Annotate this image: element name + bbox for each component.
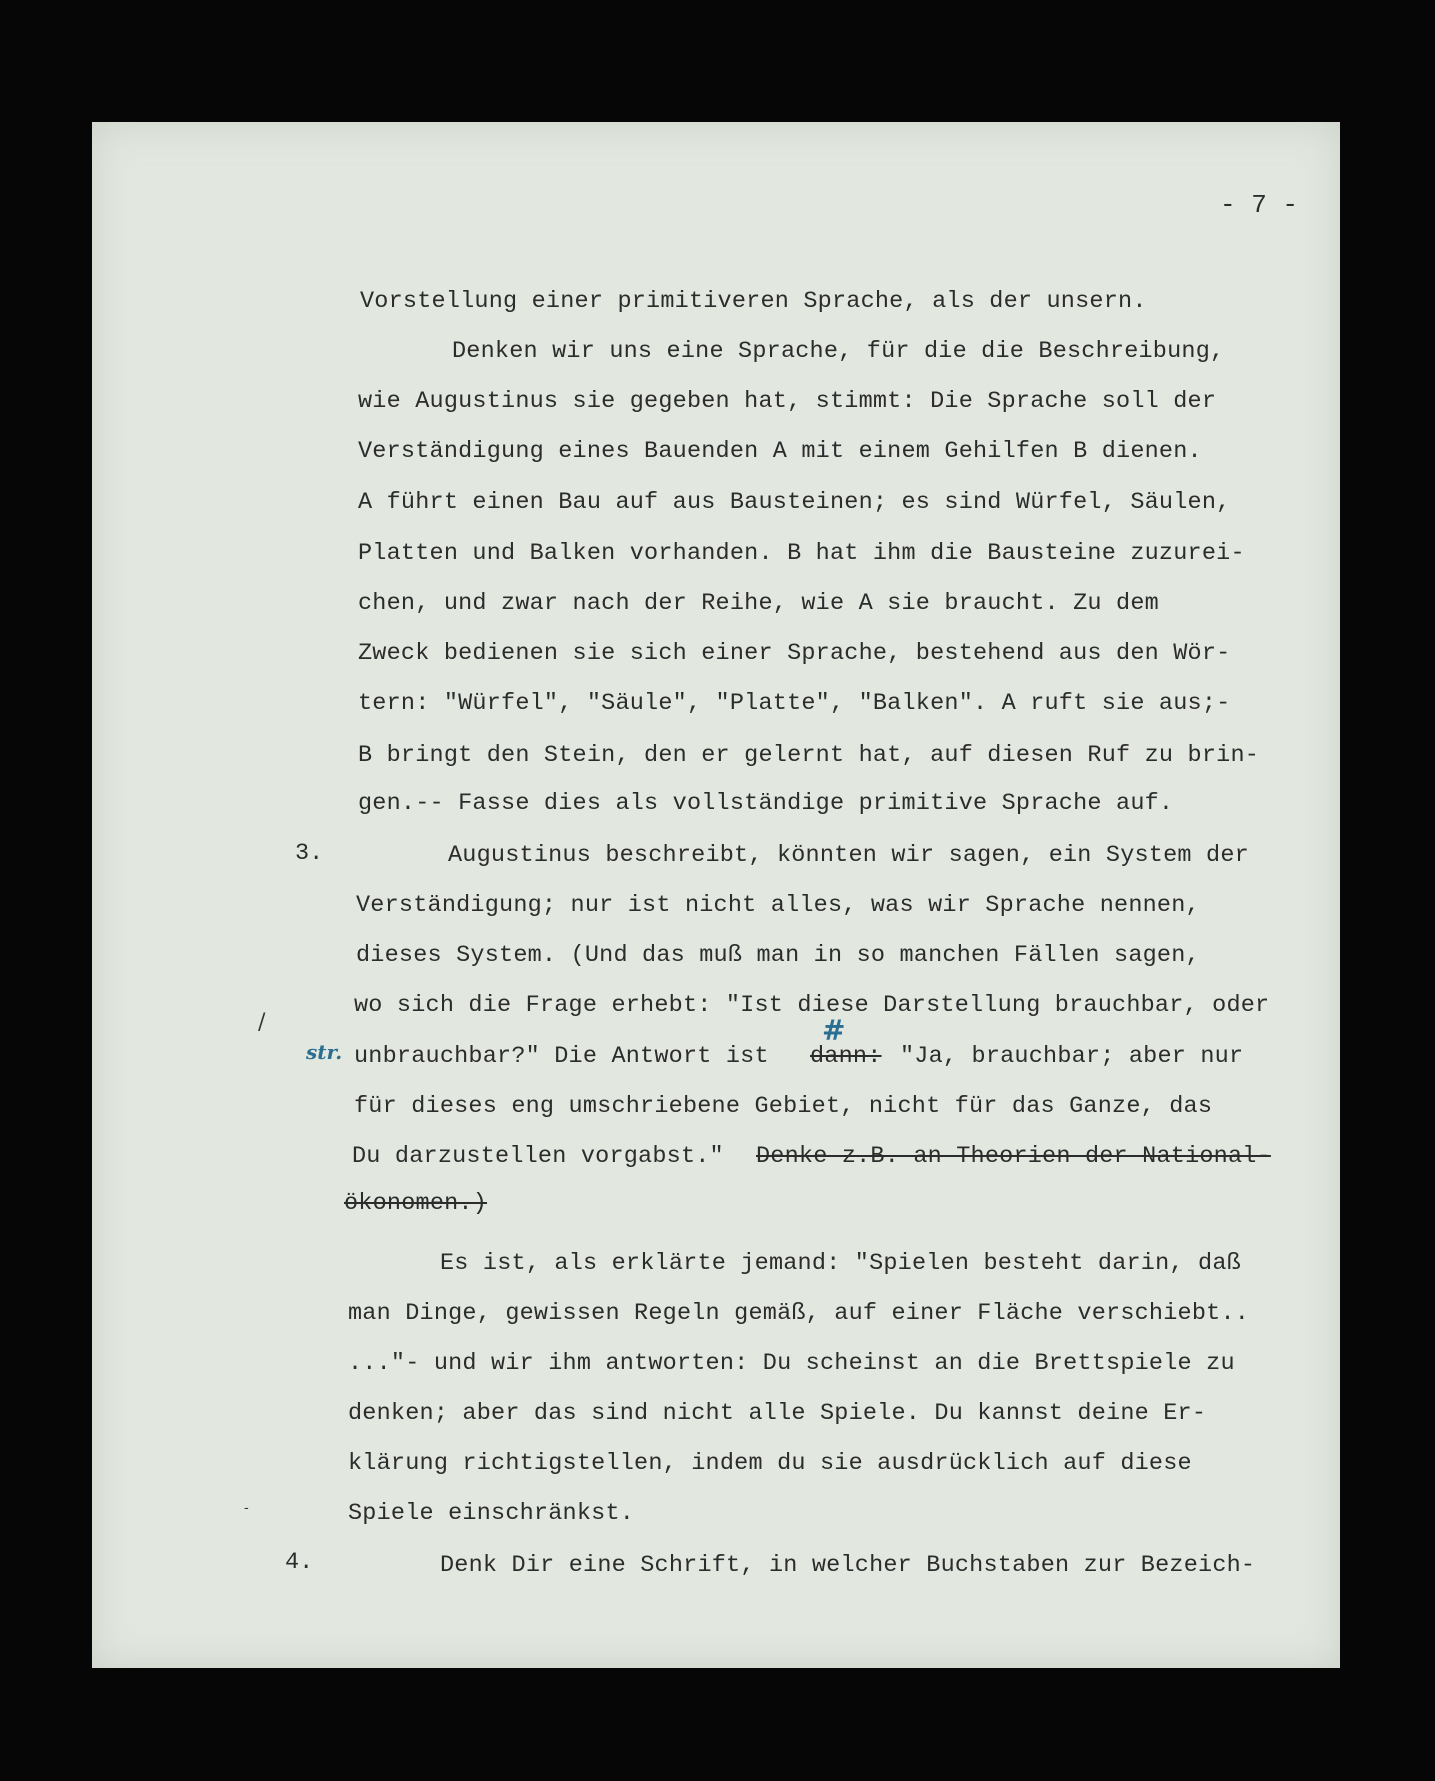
- text-line-14: dieses System. (Und das muß man in so manchen Fällen sagen,: [356, 942, 1200, 969]
- section-number-4: 4.: [285, 1549, 314, 1576]
- section-number-3: 3.: [295, 840, 324, 867]
- struck-text-2: ökonomen.): [344, 1190, 488, 1217]
- text-line-24: Spiele einschränkst.: [348, 1500, 635, 1527]
- text-line-4: Verständigung eines Bauenden A mit einem Gehilfen B dienen.: [358, 438, 1202, 465]
- text-line-1: Vorstellung einer primitiveren Sprache, als der unsern.: [360, 288, 1147, 315]
- text-line-16a: unbrauchbar?" Die Antwort ist: [354, 1043, 769, 1070]
- text-line-18a: Du darzustellen vorgabst.": [352, 1143, 724, 1170]
- margin-tick-mark: /: [258, 1010, 266, 1035]
- text-line-11: gen.-- Fasse dies als vollständige primitive Sprache auf.: [358, 790, 1174, 817]
- margin-dot: -: [244, 1500, 249, 1516]
- struck-word: dann:: [810, 1043, 882, 1070]
- page-number: - 7 -: [1220, 190, 1299, 220]
- handwritten-hash-mark: #: [822, 1014, 846, 1047]
- text-line-12: Augustinus beschreibt, könnten wir sagen, ein System der: [448, 842, 1249, 869]
- text-line-20: man Dinge, gewissen Regeln gemäß, auf einer Fläche verschiebt..: [348, 1300, 1250, 1327]
- text-line-7: chen, und zwar nach der Reihe, wie A sie braucht. Zu dem: [358, 590, 1159, 617]
- text-line-10: B bringt den Stein, den er gelernt hat, auf diesen Ruf zu brin-: [358, 742, 1260, 769]
- text-line-23: klärung richtigstellen, indem du sie ausdrücklich auf diese: [348, 1450, 1192, 1477]
- text-line-21: ..."- und wir ihm antworten: Du scheinst an die Brettspiele zu: [348, 1350, 1235, 1377]
- text-line-2: Denken wir uns eine Sprache, für die die Beschreibung,: [452, 338, 1225, 365]
- text-line-15: wo sich die Frage erhebt: "Ist diese Darstellung brauchbar, oder: [354, 992, 1270, 1019]
- text-line-9: tern: "Würfel", "Säule", "Platte", "Balken". A ruft sie aus;-: [358, 690, 1231, 717]
- handwritten-margin-note: str.: [306, 1040, 343, 1064]
- text-line-5: A führt einen Bau auf aus Bausteinen; es sind Würfel, Säulen,: [358, 489, 1231, 516]
- text-line-3: wie Augustinus sie gegeben hat, stimmt: Die Sprache soll der: [358, 388, 1217, 415]
- struck-text-1: Denke z.B. an Theorien der National-: [756, 1143, 1271, 1170]
- text-line-19: Es ist, als erklärte jemand: "Spielen besteht darin, daß: [440, 1250, 1241, 1277]
- text-line-17: für dieses eng umschriebene Gebiet, nicht für das Ganze, das: [354, 1093, 1213, 1120]
- text-line-25: Denk Dir eine Schrift, in welcher Buchstaben zur Bezeich-: [440, 1552, 1256, 1579]
- text-line-8: Zweck bedienen sie sich einer Sprache, bestehend aus den Wör-: [358, 640, 1231, 667]
- text-line-16b: "Ja, brauchbar; aber nur: [900, 1043, 1244, 1070]
- text-line-6: Platten und Balken vorhanden. B hat ihm die Bausteine zuzurei-: [358, 540, 1245, 567]
- text-line-22: denken; aber das sind nicht alle Spiele. Du kannst deine Er-: [348, 1400, 1207, 1427]
- text-line-13: Verständigung; nur ist nicht alles, was wir Sprache nennen,: [356, 892, 1200, 919]
